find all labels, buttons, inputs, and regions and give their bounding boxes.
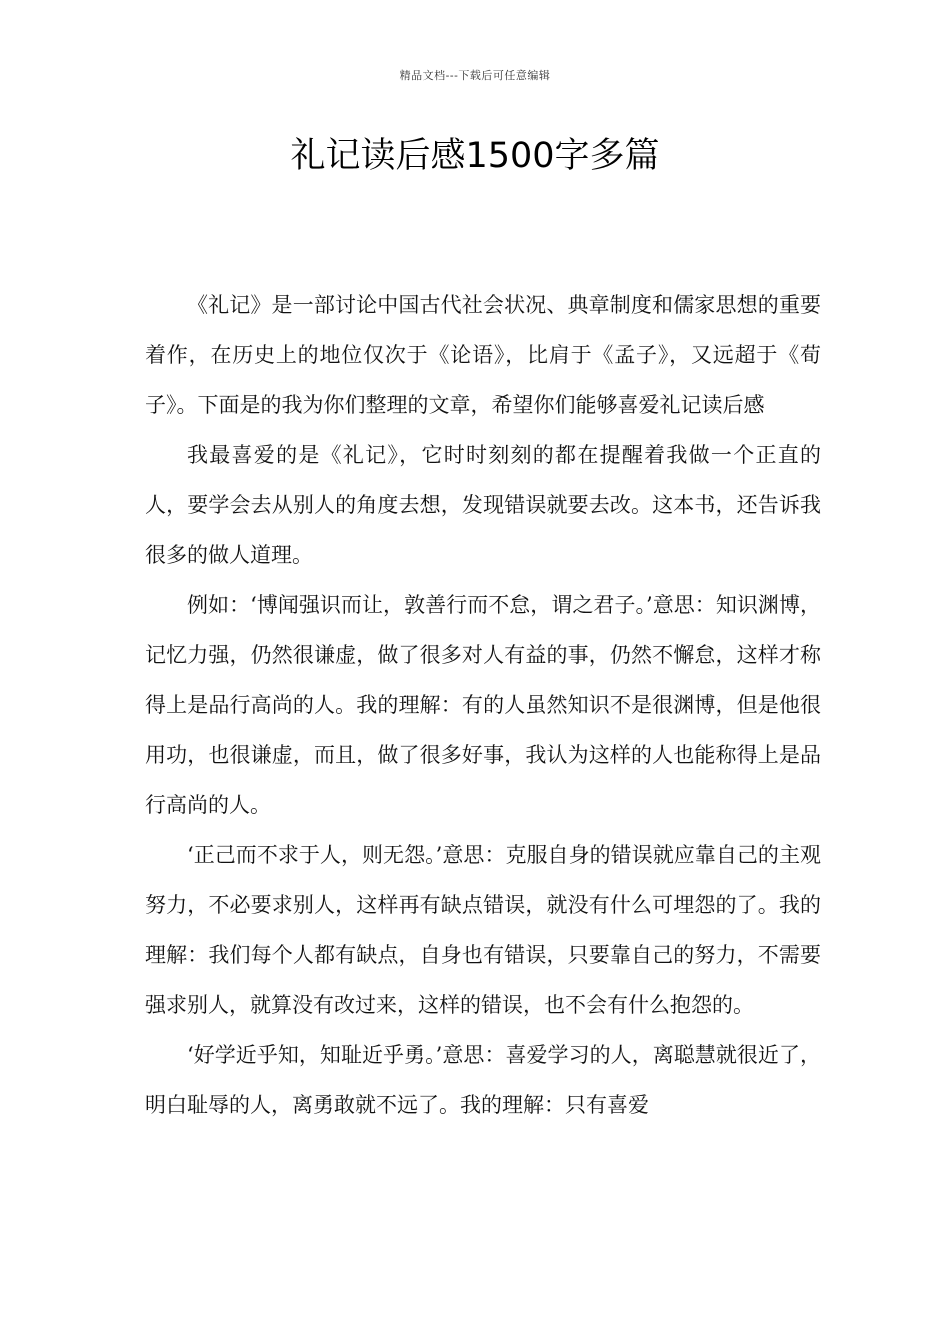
paragraph: 《礼记》是一部讨论中国古代社会状况、典章制度和儒家思想的重要着作，在历史上的地位仅次于《论语》，比肩于《孟子》，又远超于《荀子》。下面是的我为你们整理的文章，希望你们能够喜爱礼记读后感 xyxy=(145,293,821,417)
paragraph: ‘好学近乎知，知耻近乎勇。’意思：喜爱学习的人，离聪慧就很近了，明白耻辱的人，离勇敢就不远了。我的理解：只有喜爱 xyxy=(145,1043,821,1117)
document-title: 礼记读后感1500字多篇 xyxy=(290,136,660,176)
header-note: 精品文档---下载后可任意编辑 xyxy=(399,69,551,82)
paragraph: 我最喜爱的是《礼记》，它时时刻刻的都在提醒着我做一个正直的人，要学会去从别人的角度去想，发现错误就要去改。这本书，还告诉我很多的做人道理。 xyxy=(145,443,821,567)
paragraph: ‘正己而不求于人，则无怨。’意思：克服自身的错误就应靠自己的主观努力，不必要求别人，这样再有缺点错误，就没有什么可埋怨的了。我的理解：我们每个人都有缺点，自身也有错误，只要靠自己的努力，不需要强求别人，就算没有改过来，这样的错误，也不会有什么抱怨的。 xyxy=(145,843,821,1017)
document-body xyxy=(145,280,821,1130)
paragraph: 例如：‘博闻强识而让，敦善行而不怠，谓之君子。’意思：知识渊博，记忆力强，仍然很谦虚，做了很多对人有益的事，仍然不懈怠，这样才称得上是品行高尚的人。我的理解：有的人虽然知识不是很渊博，但是他很用功，也很谦虚，而且，做了很多好事，我认为这样的人也能称得上是品行高尚的人。 xyxy=(145,593,821,817)
